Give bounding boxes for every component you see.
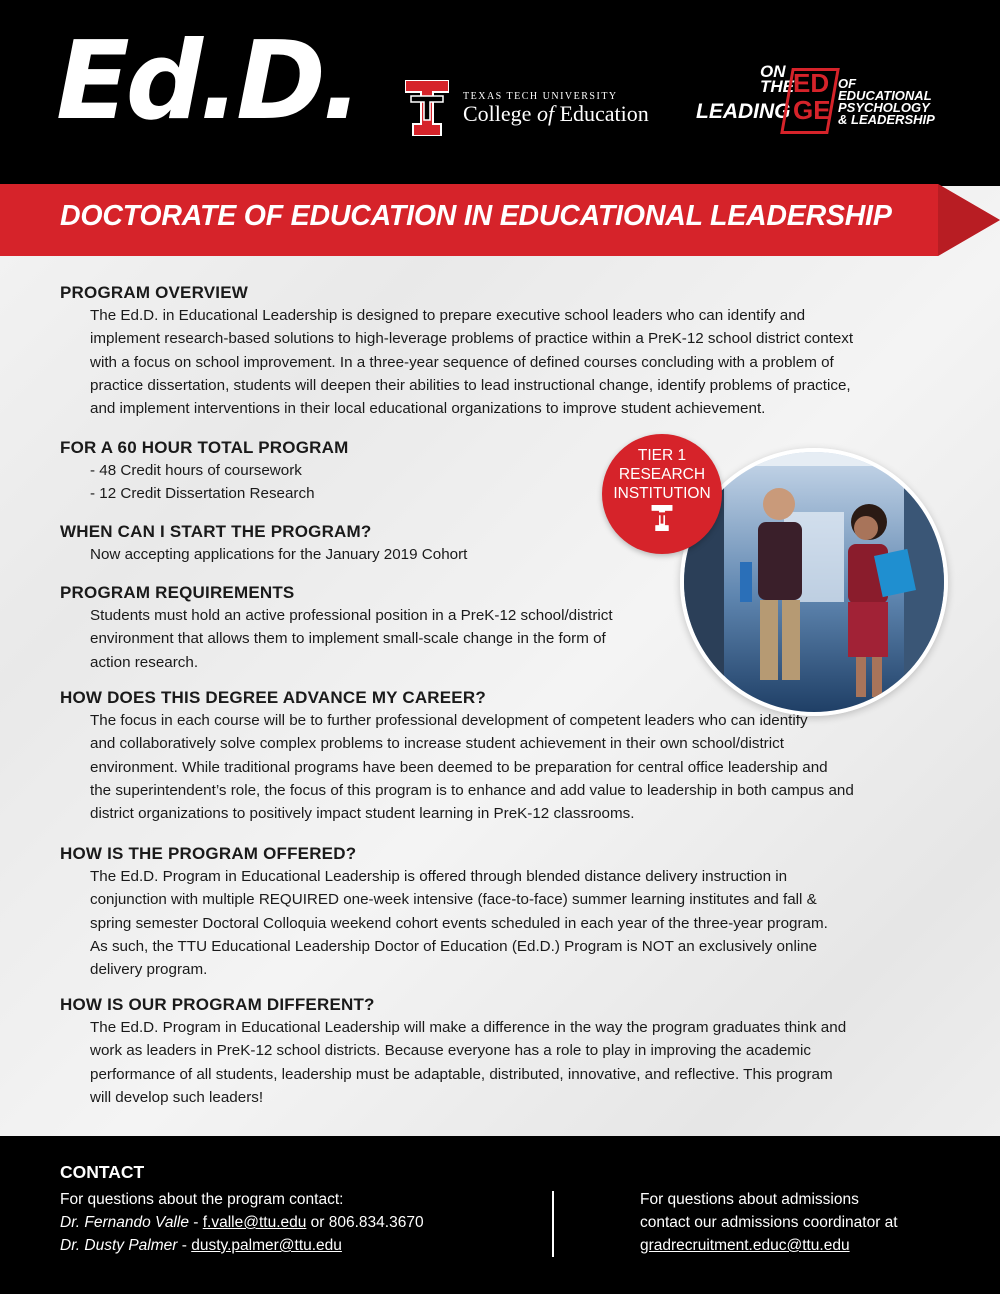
footer-divider: [552, 1191, 554, 1257]
edge-leading: LEADING: [696, 100, 791, 123]
college-name: College of Education: [463, 100, 649, 126]
section-heading: HOW IS OUR PROGRAM DIFFERENT?: [60, 995, 375, 1014]
contact-palmer: Dr. Dusty Palmer - dusty.palmer@ttu.edu: [60, 1237, 342, 1254]
section-body: The focus in each course will be to further professional development of competent leaders who can identify and collaboratively solve complex problems to increase student achievement in their own school/district environment. While traditional programs have been deemed to be preparation for central office leadership and the superintendent’s role, the focus of this program is to enhance and add value to leadership in both campus and district organizations to positively impact student learning in PreK-12 classrooms.: [90, 712, 854, 823]
banner-title: DOCTORATE OF EDUCATION IN EDUCATIONAL LEADERSHIP: [60, 200, 892, 232]
edge-letters: ED GE: [793, 68, 831, 125]
tier1-badge: TIER 1 RESEARCH INSTITUTION: [602, 434, 722, 554]
palmer-email-link[interactable]: dusty.palmer@ttu.edu: [191, 1237, 342, 1254]
section-body: The Ed.D. Program in Educational Leadership will make a difference in the way the program graduates think and work as leaders in PreK-12 school districts. Because everyone has a role to play in improving the academic performance of all students, leadership must be adaptable, distributed, innovative, and reflective. This program will develop such leaders!: [90, 1019, 847, 1106]
program-contacts: For questions about the program contact: Dr. Fernando Valle - f.valle@ttu.edu or 806.834.3670 Dr. Dusty Palmer - dusty.palmer@ttu.edu: [60, 1188, 424, 1257]
leading-edge-logo: [690, 60, 940, 150]
contact-valle: Dr. Fernando Valle - f.valle@ttu.edu or 806.834.3670: [60, 1214, 424, 1231]
admissions-email-link[interactable]: gradrecruitment.educ@ttu.edu: [640, 1237, 850, 1254]
header-bar: [0, 0, 1000, 186]
section-offered: [60, 843, 828, 981]
section-body: The Ed.D. Program in Educational Leadership is offered through blended distance delivery instruction in conjunction with multiple REQUIRED one-week intensive (face-to-face) summer learning institutes and fall & spring semester Doctoral Colloquia weekend cohort events scheduled in each year of the three-year program. As such, the TTU Educational Leadership Doctor of Education (Ed.D.) Program is NOT an exclusively online delivery program.: [90, 868, 828, 979]
section-overview: [60, 282, 853, 420]
section-heading: HOW IS THE PROGRAM OFFERED?: [60, 844, 357, 863]
section-different: [60, 994, 846, 1109]
double-t-icon: [405, 80, 449, 136]
section-requirements: [60, 582, 680, 674]
double-t-icon: [651, 505, 673, 531]
contact-footer: [0, 1136, 1000, 1294]
section-career: [60, 687, 854, 825]
section-body: Now accepting applications for the January 2019 Cohort: [90, 546, 468, 563]
edge-on-the: ON THE: [760, 62, 794, 96]
ttu-wordmark: [463, 91, 649, 125]
section-body: Students must hold an active professional position in a PreK-12 school/district environment that allows them to implement small-scale change in the form of action research.: [90, 607, 613, 671]
section-heading: HOW DOES THIS DEGREE ADVANCE MY CAREER?: [60, 688, 486, 707]
edge-department: OF EDUCATIONAL PSYCHOLOGY & LEADERSHIP: [838, 76, 935, 127]
contact-heading: CONTACT: [60, 1162, 145, 1182]
section-heading: FOR A 60 HOUR TOTAL PROGRAM: [60, 438, 349, 457]
section-body: - 48 Credit hours of coursework - 12 Credit Dissertation Research: [90, 462, 315, 503]
hallway-illustration: [684, 452, 944, 712]
section-hours: [60, 437, 348, 506]
ttu-college-logo: [405, 80, 649, 136]
section-heading: WHEN CAN I START THE PROGRAM?: [60, 522, 372, 541]
valle-email-link[interactable]: f.valle@ttu.edu: [202, 1214, 307, 1231]
section-heading: PROGRAM OVERVIEW: [60, 283, 249, 302]
section-body: The Ed.D. in Educational Leadership is designed to prepare executive school leaders who can identify and implement research-based solutions to high-leverage problems of practice within a PreK-12 school district context with a focus on school improvement. In a three-year sequence of defined courses concluding with a problem of practice dissertation, students will deepen their abilities to lead instructional change, identify problems of practice, and implement interventions in their local educational organizations to improve student achievement.: [90, 307, 854, 418]
section-start: [60, 521, 467, 566]
admissions-contact: For questions about admissions contact our admissions coordinator at gradrecruitment.educ@ttu.edu: [640, 1188, 898, 1257]
page-title: Ed.D.: [56, 19, 359, 144]
university-name: TEXAS TECH UNIVERSITY: [463, 90, 618, 102]
section-heading: PROGRAM REQUIREMENTS: [60, 583, 295, 602]
